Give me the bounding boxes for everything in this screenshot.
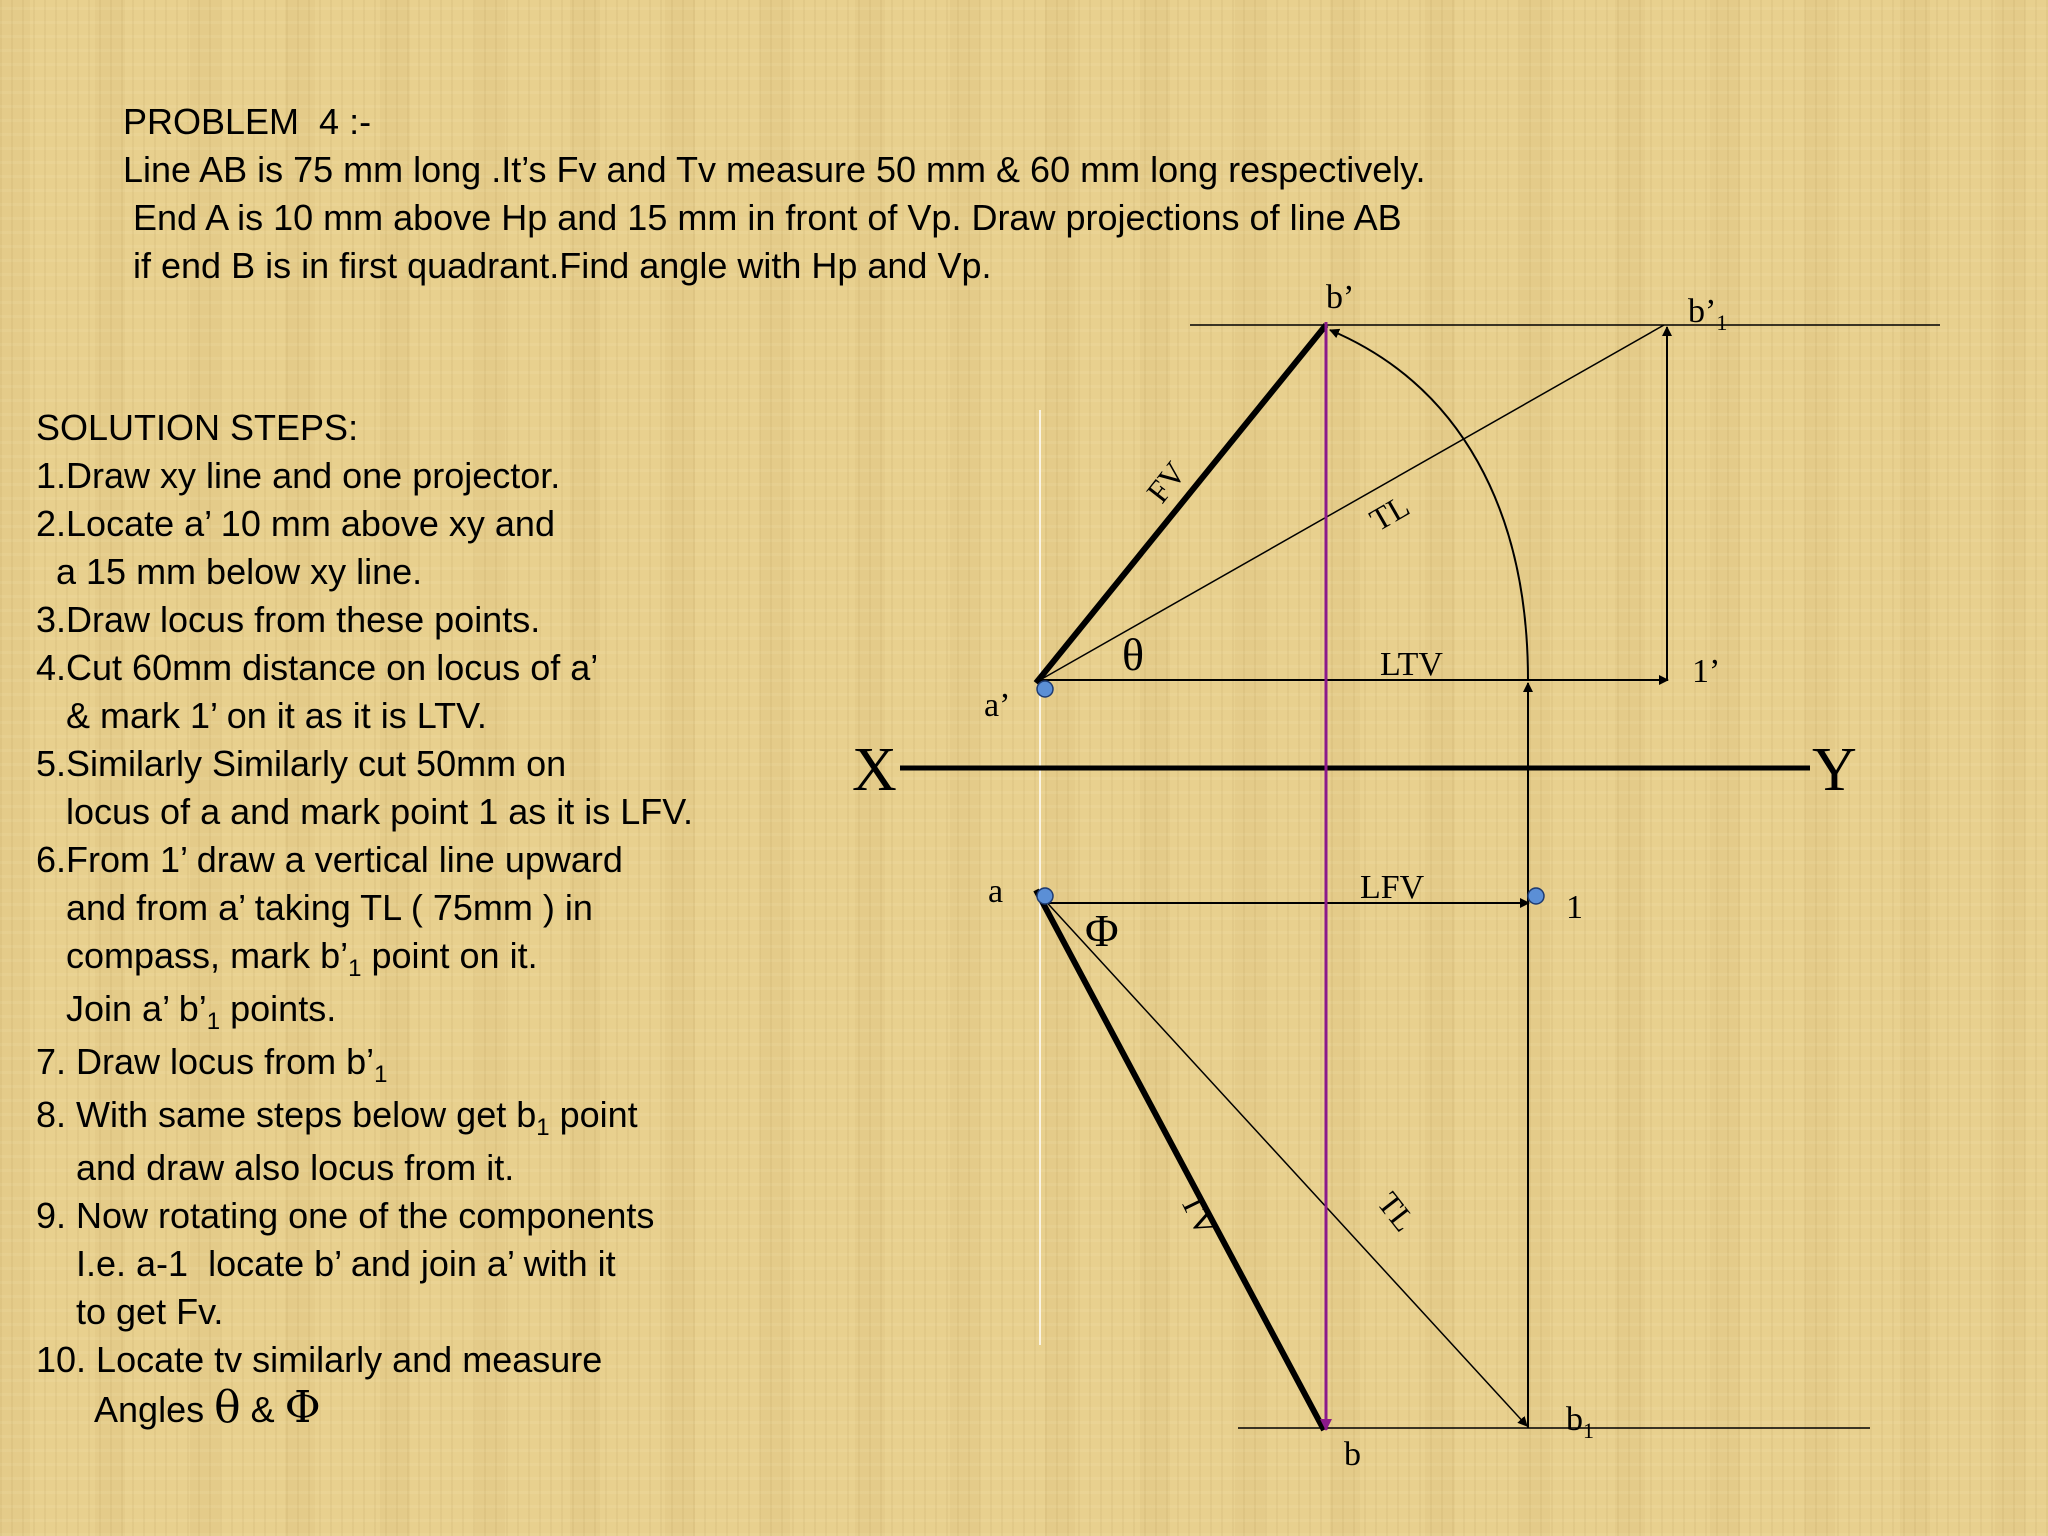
- step-1: 1.Draw xy line and one projector.: [36, 455, 561, 496]
- step-6b: and from a’ taking TL ( 75mm ) in: [36, 887, 593, 928]
- tl-top-line: [1040, 325, 1664, 680]
- step-2a: 2.Locate a’ 10 mm above xy and: [36, 503, 555, 544]
- fv-line: [1036, 325, 1326, 683]
- a-prime-label: a’: [984, 687, 1011, 724]
- tl-bottom-line: [1040, 895, 1527, 1426]
- phi-symbol: Φ: [284, 1382, 321, 1433]
- b1-text: b: [1566, 1401, 1583, 1438]
- step-10a: 10. Locate tv similarly and measure: [36, 1339, 603, 1380]
- ltv-label: LTV: [1380, 646, 1443, 683]
- problem-line-1: Line AB is 75 mm long .It’s Fv and Tv measure 50 mm & 60 mm long respectively.: [123, 149, 1426, 190]
- tv-label: TV: [1173, 1187, 1225, 1242]
- step-2b: a 15 mm below xy line.: [36, 551, 423, 592]
- b-prime-label: b’: [1326, 279, 1355, 316]
- one-label: 1: [1566, 889, 1583, 926]
- problem-line-2: End A is 10 mm above Hp and 15 mm in front of Vp. Draw projections of line AB: [123, 197, 1402, 238]
- b-label: b: [1344, 1436, 1361, 1473]
- fv-label: FV: [1139, 454, 1193, 510]
- step-5b: locus of a and mark point 1 as it is LFV.: [36, 791, 693, 832]
- step-5a: 5.Similarly Similarly cut 50mm on: [36, 743, 567, 784]
- step-6d-post: points.: [220, 988, 337, 1029]
- tl-top-label: TL: [1363, 487, 1416, 539]
- steps-heading: SOLUTION STEPS:: [36, 407, 359, 448]
- x-label: X: [852, 736, 897, 804]
- b-prime-1-text: b’: [1688, 293, 1717, 330]
- b1-label: [1566, 1401, 1594, 1443]
- step-10b-text: Angles: [36, 1389, 215, 1430]
- theta-symbol: θ: [214, 1382, 241, 1433]
- y-label: Y: [1812, 736, 1857, 804]
- lfv-label: LFV: [1360, 869, 1425, 906]
- a-label: a: [988, 873, 1004, 910]
- step-3: 3.Draw locus from these points.: [36, 599, 541, 640]
- phi-label: Φ: [1085, 905, 1119, 956]
- step-6c-post: point on it.: [361, 935, 538, 976]
- step-9c: to get Fv.: [36, 1291, 224, 1332]
- problem-line-3: if end B is in first quadrant.Find angle with Hp and Vp.: [123, 245, 992, 286]
- step-8b: and draw also locus from it.: [36, 1147, 515, 1188]
- b-prime-1-sub: 1: [1716, 310, 1728, 335]
- tv-line: [1036, 890, 1324, 1430]
- step-4b: & mark 1’ on it as it is LTV.: [36, 695, 487, 736]
- step-6c-text: compass, mark b’: [36, 935, 349, 976]
- step-8a-post: point: [549, 1094, 638, 1135]
- step-8a-text: 8. With same steps below get b: [36, 1094, 537, 1135]
- step-9a: 9. Now rotating one of the components: [36, 1195, 655, 1236]
- b1-sub: 1: [1583, 1418, 1594, 1443]
- step-6c-sub: 1: [348, 955, 362, 982]
- ampersand: &: [240, 1389, 285, 1430]
- point-a: [1037, 888, 1053, 904]
- point-1: [1528, 888, 1544, 904]
- rotation-arc: [1330, 330, 1528, 680]
- step-6a: 6.From 1’ draw a vertical line upward: [36, 839, 623, 880]
- step-8a-sub: 1: [536, 1114, 550, 1141]
- theta-label: θ: [1122, 629, 1145, 680]
- one-prime-label: 1’: [1692, 653, 1721, 690]
- step-6d-sub: 1: [206, 1008, 221, 1035]
- b-prime-1-label: [1688, 293, 1727, 335]
- point-a-prime: [1037, 681, 1053, 697]
- problem-heading: PROBLEM 4 :-: [123, 101, 372, 142]
- step-7-sub: 1: [374, 1061, 388, 1088]
- tl-bottom-label: TL: [1370, 1185, 1423, 1239]
- step-6d-text: Join a’ b’: [36, 988, 207, 1029]
- step-9b: I.e. a-1 locate b’ and join a’ with it: [36, 1243, 616, 1284]
- step-7-text: 7. Draw locus from b’: [36, 1041, 375, 1082]
- step-4a: 4.Cut 60mm distance on locus of a’: [36, 647, 599, 688]
